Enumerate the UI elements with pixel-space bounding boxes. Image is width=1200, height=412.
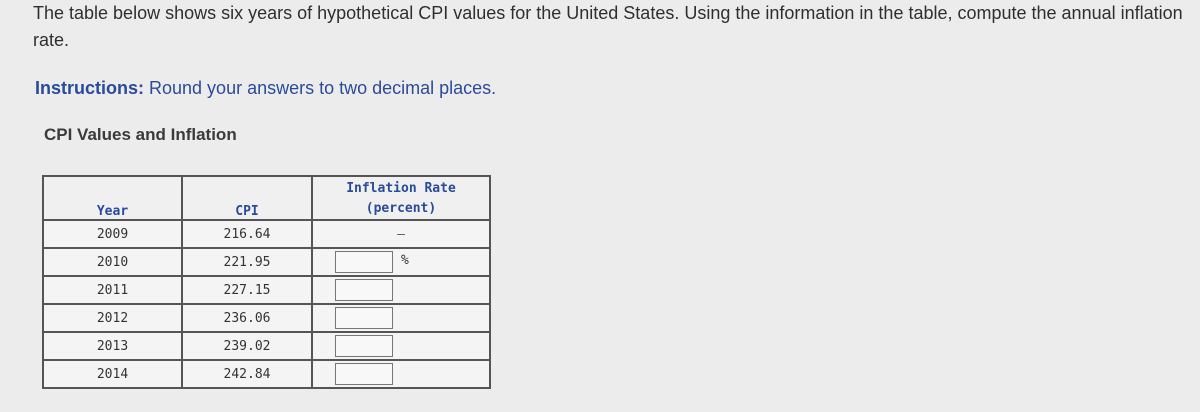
- cpi-cell: 227.15: [182, 276, 312, 304]
- year-cell: 2013: [43, 332, 182, 360]
- cpi-cell: 216.64: [182, 220, 312, 248]
- year-cell: 2010: [43, 248, 182, 276]
- year-cell: 2009: [43, 220, 182, 248]
- inflation-rate-input-2010[interactable]: [335, 251, 393, 273]
- table-row: [43, 304, 490, 332]
- inflation-rate-cell: [312, 276, 490, 304]
- header-inflation-rate-line1: Inflation Rate: [346, 181, 456, 196]
- header-inflation-rate: [312, 176, 490, 220]
- year-cell: 2014: [43, 360, 182, 388]
- year-cell: 2012: [43, 304, 182, 332]
- table-row: [43, 248, 490, 276]
- table-row: [43, 220, 490, 248]
- instructions: [35, 76, 496, 100]
- inflation-rate-input-2012[interactable]: [335, 307, 393, 329]
- not-applicable-dash: –: [397, 226, 405, 242]
- cpi-cell: 221.95: [182, 248, 312, 276]
- inflation-rate-input-2014[interactable]: [335, 363, 393, 385]
- table-row: [43, 276, 490, 304]
- instructions-text: Round your answers to two decimal places.: [144, 78, 497, 98]
- percent-sign: %: [401, 253, 409, 268]
- header-inflation-rate-line2: (percent): [365, 201, 437, 216]
- header-year: Year: [43, 176, 182, 220]
- cpi-cell: 239.02: [182, 332, 312, 360]
- inflation-rate-input-2011[interactable]: [335, 279, 393, 301]
- inflation-rate-cell: [312, 248, 490, 276]
- table-row: [43, 360, 490, 388]
- header-cpi: CPI: [182, 176, 312, 220]
- inflation-rate-cell: [312, 360, 490, 388]
- cpi-table: [42, 175, 491, 389]
- question-text: The table below shows six years of hypothetical CPI values for the United States. Using the information in the table, compute the annual inflation rate.: [33, 3, 1183, 50]
- table-row: [43, 332, 490, 360]
- table-header-row: [43, 176, 490, 220]
- instructions-label: Instructions:: [35, 78, 145, 98]
- inflation-rate-cell: [312, 220, 490, 248]
- cpi-cell: 242.84: [182, 360, 312, 388]
- inflation-rate-input-2013[interactable]: [335, 335, 393, 357]
- year-cell: 2011: [43, 276, 182, 304]
- inflation-rate-cell: [312, 304, 490, 332]
- table-title: CPI Values and Inflation: [44, 125, 237, 144]
- cpi-cell: 236.06: [182, 304, 312, 332]
- inflation-rate-cell: [312, 332, 490, 360]
